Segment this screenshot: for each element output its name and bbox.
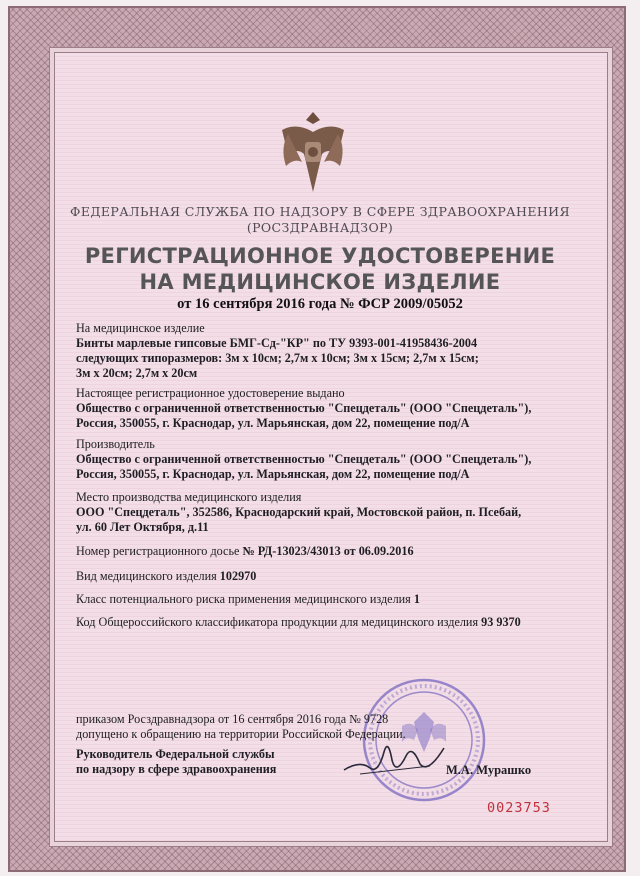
signer-title-line-1: Руководитель Федеральной службы xyxy=(76,747,275,761)
issued-address: Россия, 350055, г. Краснодар, ул. Марьянская, дом 22, помещение под/А xyxy=(76,416,470,430)
agency-abbreviation: (РОСЗДРАВНАДЗОР) xyxy=(246,220,394,235)
production-section xyxy=(76,490,566,535)
manufacturer-section xyxy=(76,437,566,482)
production-address: ул. 60 Лет Октября, д.11 xyxy=(76,520,209,534)
device-label: На медицинское изделие xyxy=(76,321,205,335)
kind-value: 102970 xyxy=(219,569,257,583)
signer-title xyxy=(76,747,336,777)
document-title: РЕГИСТРАЦИОННОЕ УДОСТОВЕРЕНИЕ xyxy=(84,244,556,268)
signer-name: М.А. Мурашко xyxy=(446,763,532,777)
risk-label: Класс потенциального риска применения медицинского изделия xyxy=(76,592,411,606)
kind-line xyxy=(76,569,566,584)
issued-company: Общество с ограниченной ответственностью "Спецдеталь" (ООО "Спецдеталь"), xyxy=(76,401,532,415)
dossier-line xyxy=(76,544,566,559)
okp-label: Код Общероссийского классификатора продукции для медицинского изделия xyxy=(76,615,479,629)
agency-name: ФЕДЕРАЛЬНАЯ СЛУЖБА ПО НАДЗОРУ В СФЕРЕ ЗДРАВООХРАНЕНИЯ xyxy=(70,204,570,219)
issued-section xyxy=(76,386,566,431)
signer-title-line-2: по надзору в сфере здравоохранения xyxy=(76,762,277,776)
dossier-value: № РД-13023/43013 от 06.09.2016 xyxy=(242,544,414,558)
okp-line xyxy=(76,615,576,630)
kind-label: Вид медицинского изделия xyxy=(76,569,217,583)
issued-label: Настоящее регистрационное удостоверение выдано xyxy=(76,386,345,400)
order-admission: допущено к обращению на территории Российской Федерации. xyxy=(76,727,406,741)
device-sizes-line: следующих типоразмеров: 3м х 10см; 2,7м х 10см; 3м х 15см; 2,7м х 15см; xyxy=(76,351,479,365)
production-label: Место производства медицинского изделия xyxy=(76,490,302,504)
document-subtitle: НА МЕДИЦИНСКОЕ ИЗДЕЛИЕ xyxy=(139,270,501,294)
manufacturer-company: Общество с ограниченной ответственностью "Спецдеталь" (ООО "Спецдеталь"), xyxy=(76,452,532,466)
manufacturer-label: Производитель xyxy=(76,437,155,451)
device-section xyxy=(76,321,566,381)
certificate-date-number: от 16 сентября 2016 года № ФСР 2009/05052 xyxy=(177,296,463,312)
okp-value: 93 9370 xyxy=(481,615,521,629)
signature xyxy=(340,730,450,780)
manufacturer-address: Россия, 350055, г. Краснодар, ул. Марьянская, дом 22, помещение под/А xyxy=(76,467,470,481)
risk-line xyxy=(76,592,566,607)
dossier-label: Номер регистрационного досье xyxy=(76,544,240,558)
production-company: ООО "Спецдеталь", 352586, Краснодарский край, Мостовской район, п. Псебай, xyxy=(76,505,522,519)
coat-of-arms-emblem xyxy=(272,108,354,196)
device-name-line: Бинты марлевые гипсовые БМГ-Сд-"КР" по ТУ 9393-001-41958436-2004 xyxy=(76,336,478,350)
order-line: приказом Росздравнадзора от 16 сентября 2016 года № 9728 xyxy=(76,712,389,726)
serial-number: 0023753 xyxy=(487,800,551,816)
device-sizes-line-2: 3м х 20см; 2,7м х 20см xyxy=(76,366,198,380)
risk-value: 1 xyxy=(413,592,420,606)
